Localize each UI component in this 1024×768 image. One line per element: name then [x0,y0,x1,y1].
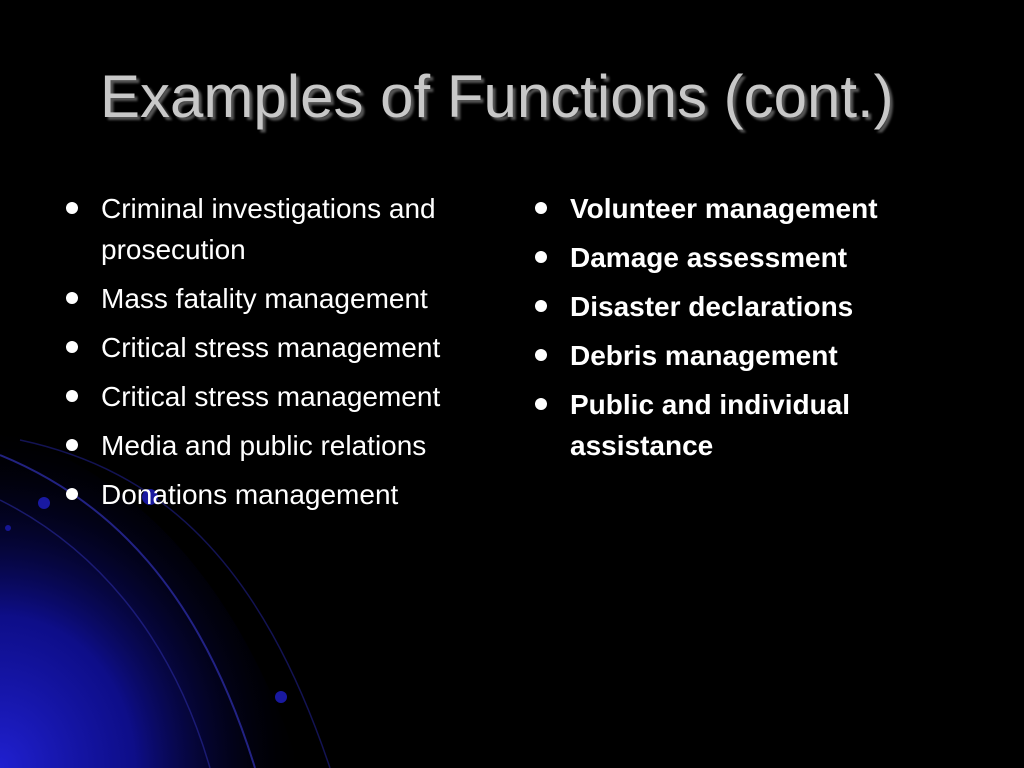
bullet-dot-icon [66,341,78,353]
bullet-dot-icon [535,398,547,410]
list-item-text: Debris management [570,340,838,371]
list-item [533,188,993,229]
right-bullet-list [533,188,993,474]
list-item [533,335,993,376]
list-item-text: Disaster declarations [570,291,854,322]
bullet-dot-icon [66,202,78,214]
bullet-dot-icon [66,439,78,451]
bullet-dot-icon [535,202,547,214]
list-item-text: Critical stress management [101,381,441,412]
list-item-text: Public and individual assistance [570,389,851,461]
bullet-dot-icon [535,349,547,361]
list-item-text: Critical stress management [101,332,441,363]
list-item [533,237,993,278]
bullet-dot-icon [535,251,547,263]
bullet-dot-icon [66,488,78,500]
list-item-text: Damage assessment [570,242,848,273]
list-item [533,384,993,466]
list-item [533,286,993,327]
list-item-text: Mass fatality management [101,283,428,314]
list-item [64,376,484,417]
bullet-dot-icon [66,292,78,304]
slide-title: Examples of Functions (cont.) [100,63,894,130]
bullet-dot-icon [535,300,547,312]
list-item [64,188,484,270]
list-item [64,425,484,466]
list-item [64,327,484,368]
list-item [64,278,484,319]
list-item-text: Media and public relations [101,430,427,461]
list-item-text: Criminal investigations and prosecution [101,193,436,265]
left-bullet-list [64,188,484,523]
bullet-dot-icon [66,390,78,402]
list-item-text: Volunteer management [570,193,878,224]
list-item-text: Donations management [101,479,399,510]
list-item [64,474,484,515]
